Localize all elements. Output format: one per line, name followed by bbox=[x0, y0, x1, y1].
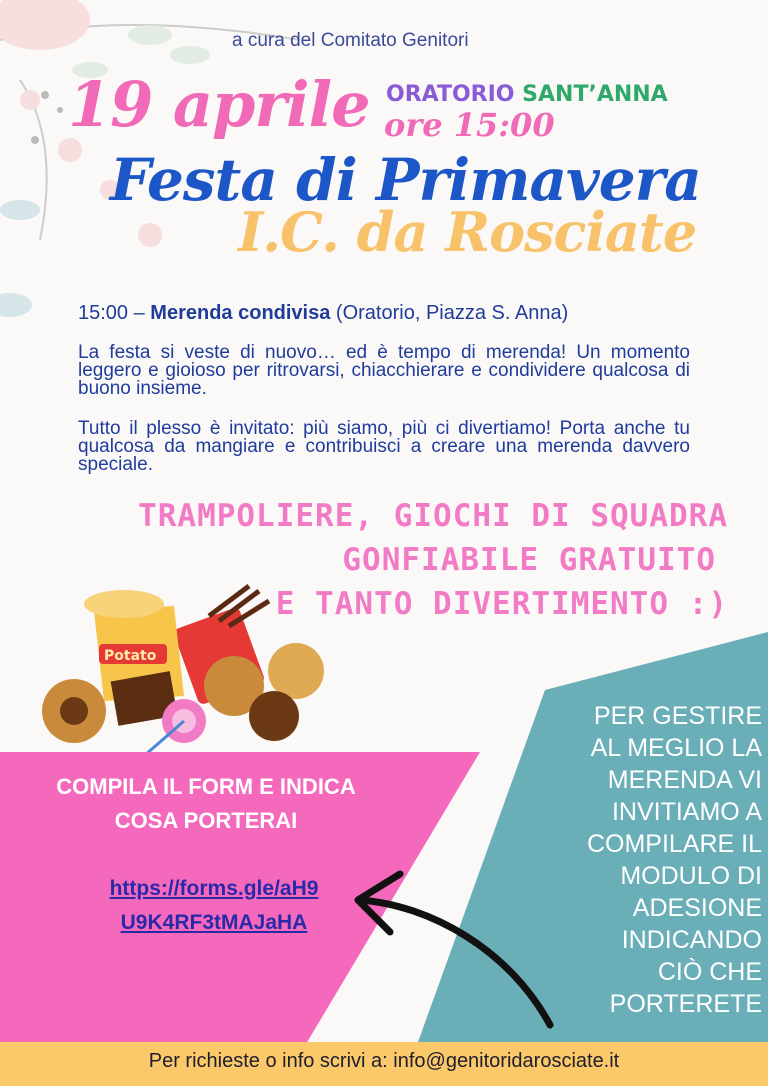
teal-line: INVITIAMO A bbox=[611, 798, 762, 826]
teal-line: PORTERETE bbox=[609, 990, 762, 1018]
promo-line-1: TRAMPOLIERE, GIOCHI DI SQUADRA bbox=[138, 498, 728, 534]
schedule-location: (Oratorio, Piazza S. Anna) bbox=[335, 302, 569, 324]
teal-line: ADESIONE bbox=[632, 894, 762, 922]
form-cta-line-2: COSA PORTERAI bbox=[114, 808, 298, 833]
curated-by-text: a cura del Comitato Genitori bbox=[232, 30, 469, 51]
footer-contact: Per richieste o info scrivi a: info@genitoridarosciate.it bbox=[148, 1050, 620, 1072]
teal-line: MERENDA VI bbox=[607, 766, 762, 794]
snacks-illustration bbox=[34, 576, 344, 766]
event-date: 19 aprile bbox=[68, 68, 370, 141]
event-title: Festa di Primavera bbox=[110, 146, 701, 214]
form-cta-line-1: COMPILA IL FORM E INDICA bbox=[56, 774, 356, 799]
schedule-time: 15:00 – bbox=[78, 302, 145, 324]
arrow-icon bbox=[340, 860, 570, 1040]
schedule-line bbox=[78, 302, 568, 325]
teal-line: CIÒ CHE bbox=[657, 958, 762, 986]
teal-line: PER GESTIRE bbox=[593, 702, 762, 730]
potato-label: Potato bbox=[104, 648, 157, 664]
teal-line: AL MEGLIO LA bbox=[590, 734, 762, 762]
teal-line: COMPILARE IL bbox=[586, 830, 762, 858]
paragraph-merenda: La festa si veste di nuovo… ed è tempo di merenda! Un momento leggero e gioioso per ritrovarsi, chiacchierare e condividere qualcosa di buono insieme. bbox=[78, 342, 690, 399]
teal-line: INDICANDO bbox=[621, 926, 762, 954]
schedule-event: Merenda condivisa bbox=[150, 302, 331, 324]
teal-instructions bbox=[540, 700, 762, 1020]
paragraph-invito: Tutto il plesso è invitato: più siamo, più ci divertiamo! Porta anche tu qualcosa da mangiare e contribuisci a creare una merenda davvero speciale. bbox=[78, 418, 690, 475]
form-link-line-2[interactable]: U9K4RF3tMAJaHA bbox=[120, 911, 308, 934]
promo-line-2: GONFIABILE GRATUITO bbox=[342, 542, 716, 578]
venue-part1: ORATORIO bbox=[386, 82, 515, 107]
school-name: I.C. da Rosciate bbox=[238, 200, 697, 264]
venue bbox=[386, 82, 668, 107]
teal-line: MODULO DI bbox=[620, 862, 762, 890]
event-time: ore 15:00 bbox=[384, 106, 555, 144]
form-link-line-1[interactable]: https://forms.gle/aH9 bbox=[109, 877, 319, 900]
promo-line-3: E TANTO DIVERTIMENTO :) bbox=[275, 586, 728, 622]
venue-part2: SANT’ANNA bbox=[522, 82, 668, 107]
form-cta bbox=[20, 770, 392, 838]
